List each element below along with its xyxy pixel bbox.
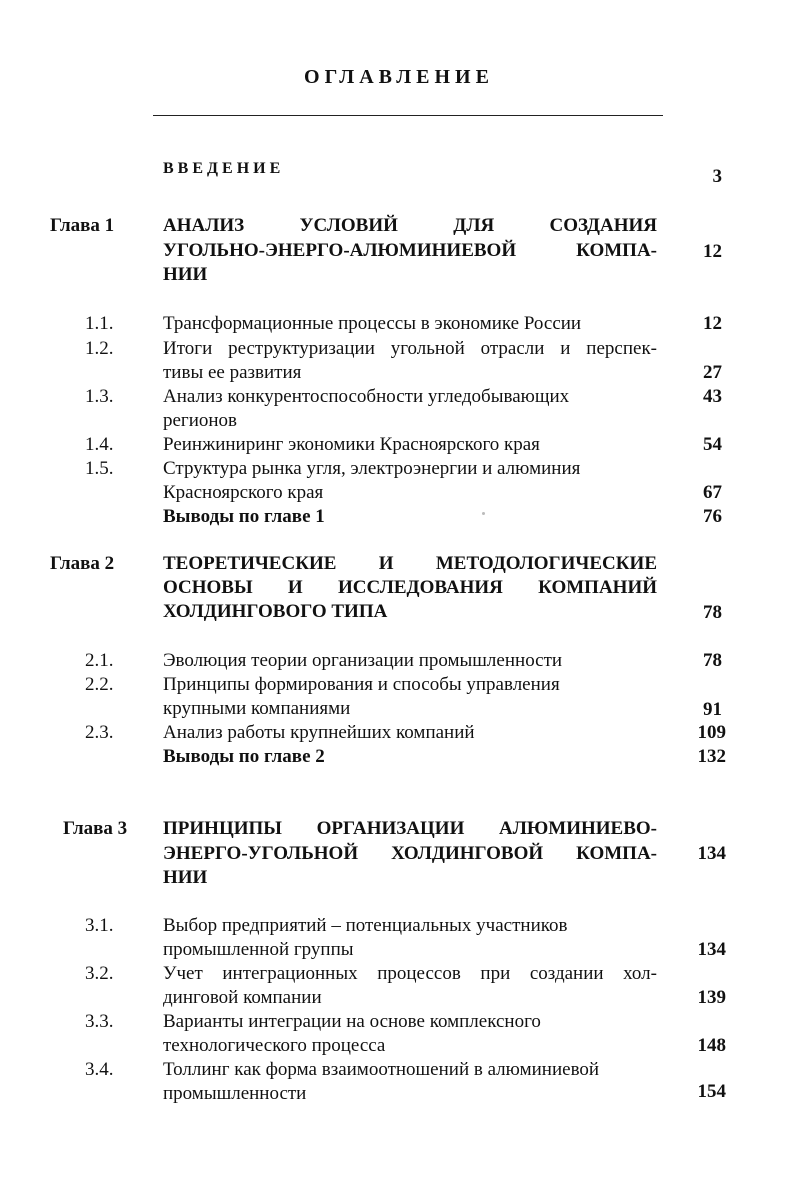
section-1-3-title-line-2[interactable]: регионов [163,410,238,431]
section-2-2-number: 2.2. [85,674,114,695]
section-1-1-number: 1.1. [85,313,114,334]
section-2-2-title-line-1[interactable]: Принципы формирования и способы управления [163,674,560,695]
section-1-5-title-line-2[interactable]: Красноярского края [163,482,324,503]
chapter-3-title-line-1[interactable]: ПРИНЦИПЫ ОРГАНИЗАЦИИ АЛЮМИНИЕВО- [163,818,657,839]
section-1-4-title[interactable]: Реинжиниринг экономики Красноярского края [163,434,540,455]
section-1-4-number: 1.4. [85,434,114,455]
chapter-2-label: Глава 2 [50,553,115,574]
section-1-3-title-line-1[interactable]: Анализ конкурентоспособности угледобывающих [163,386,570,407]
section-3-2-title-line-1[interactable]: Учет интеграционных процессов при создании хол- [163,963,657,984]
section-1-2-number: 1.2. [85,338,114,359]
section-1-1-page[interactable]: 12 [703,313,722,334]
section-3-3-title-line-2[interactable]: технологического процесса [163,1035,386,1056]
section-3-2-number: 3.2. [85,963,114,984]
chapter-3-page[interactable]: 134 [697,843,726,864]
section-3-4-title-line-2[interactable]: промышленности [163,1083,307,1104]
chapter-1-conclusion[interactable]: Выводы по главе 1 [163,506,325,527]
section-3-1-title-line-1[interactable]: Выбор предприятий – потенциальных участников [163,915,568,936]
chapter-2-title-line-3[interactable]: ХОЛДИНГОВОГО ТИПА [163,601,388,622]
section-1-5-title-line-1[interactable]: Структура рынка угля, электроэнергии и алюминия [163,458,581,479]
intro-page[interactable]: 3 [712,166,722,187]
section-1-3-page[interactable]: 43 [703,386,722,407]
section-1-5-page[interactable]: 67 [703,482,722,503]
section-3-2-title-line-2[interactable]: динговой компании [163,987,322,1008]
chapter-2-conclusion-page[interactable]: 132 [697,746,726,767]
section-2-3-number: 2.3. [85,722,114,743]
chapter-2-title-line-2[interactable]: ОСНОВЫ И ИССЛЕДОВАНИЯ КОМПАНИЙ [163,577,657,598]
section-3-3-title-line-1[interactable]: Варианты интеграции на основе комплексного [163,1011,541,1032]
chapter-1-label: Глава 1 [50,215,115,236]
section-3-1-page[interactable]: 134 [697,939,726,960]
chapter-1-conclusion-page[interactable]: 76 [703,506,722,527]
chapter-1-title-line-2[interactable]: УГОЛЬНО-ЭНЕРГО-АЛЮМИНИЕВОЙ КОМПА- [163,240,657,261]
chapter-3-label: Глава 3 [63,818,128,839]
section-2-2-page[interactable]: 91 [703,699,722,720]
chapter-1-title-line-3[interactable]: НИИ [163,264,208,285]
section-1-1-title[interactable]: Трансформационные процессы в экономике России [163,313,582,334]
section-2-1-title[interactable]: Эволюция теории организации промышленности [163,650,563,671]
chapter-2-conclusion[interactable]: Выводы по главе 2 [163,746,325,767]
chapter-2-title-line-1[interactable]: ТЕОРЕТИЧЕСКИЕ И МЕТОДОЛОГИЧЕСКИЕ [163,553,657,574]
section-3-3-page[interactable]: 148 [697,1035,726,1056]
section-1-3-number: 1.3. [85,386,114,407]
intro-label[interactable]: ВВЕДЕНИЕ [163,160,285,177]
chapter-3-title-line-3[interactable]: НИИ [163,867,208,888]
section-2-3-page[interactable]: 109 [697,722,726,743]
section-3-4-page[interactable]: 154 [697,1081,726,1102]
section-3-4-number: 3.4. [85,1059,114,1080]
chapter-1-title-line-1[interactable]: АНАЛИЗ УСЛОВИЙ ДЛЯ СОЗДАНИЯ [163,215,657,236]
section-2-2-title-line-2[interactable]: крупными компаниями [163,698,351,719]
toc-title: ОГЛАВЛЕНИЕ [304,66,494,88]
section-2-3-title[interactable]: Анализ работы крупнейших компаний [163,722,475,743]
chapter-1-page[interactable]: 12 [703,241,722,262]
section-2-1-number: 2.1. [85,650,114,671]
section-3-2-page[interactable]: 139 [697,987,726,1008]
scan-speck [482,512,485,515]
section-1-5-number: 1.5. [85,458,114,479]
section-3-4-title-line-1[interactable]: Толлинг как форма взаимоотношений в алюминиевой [163,1059,600,1080]
title-divider [153,115,663,116]
chapter-3-title-line-2[interactable]: ЭНЕРГО-УГОЛЬНОЙ ХОЛДИНГОВОЙ КОМПА- [163,843,657,864]
chapter-2-page[interactable]: 78 [703,602,722,623]
section-1-2-title-line-1[interactable]: Итоги реструктуризации угольной отрасли и перспек- [163,338,657,359]
section-3-3-number: 3.3. [85,1011,114,1032]
section-3-1-title-line-2[interactable]: промышленной группы [163,939,354,960]
section-1-2-title-line-2[interactable]: тивы ее развития [163,362,302,383]
section-1-4-page[interactable]: 54 [703,434,722,455]
section-3-1-number: 3.1. [85,915,114,936]
section-2-1-page[interactable]: 78 [703,650,722,671]
section-1-2-page[interactable]: 27 [703,362,722,383]
